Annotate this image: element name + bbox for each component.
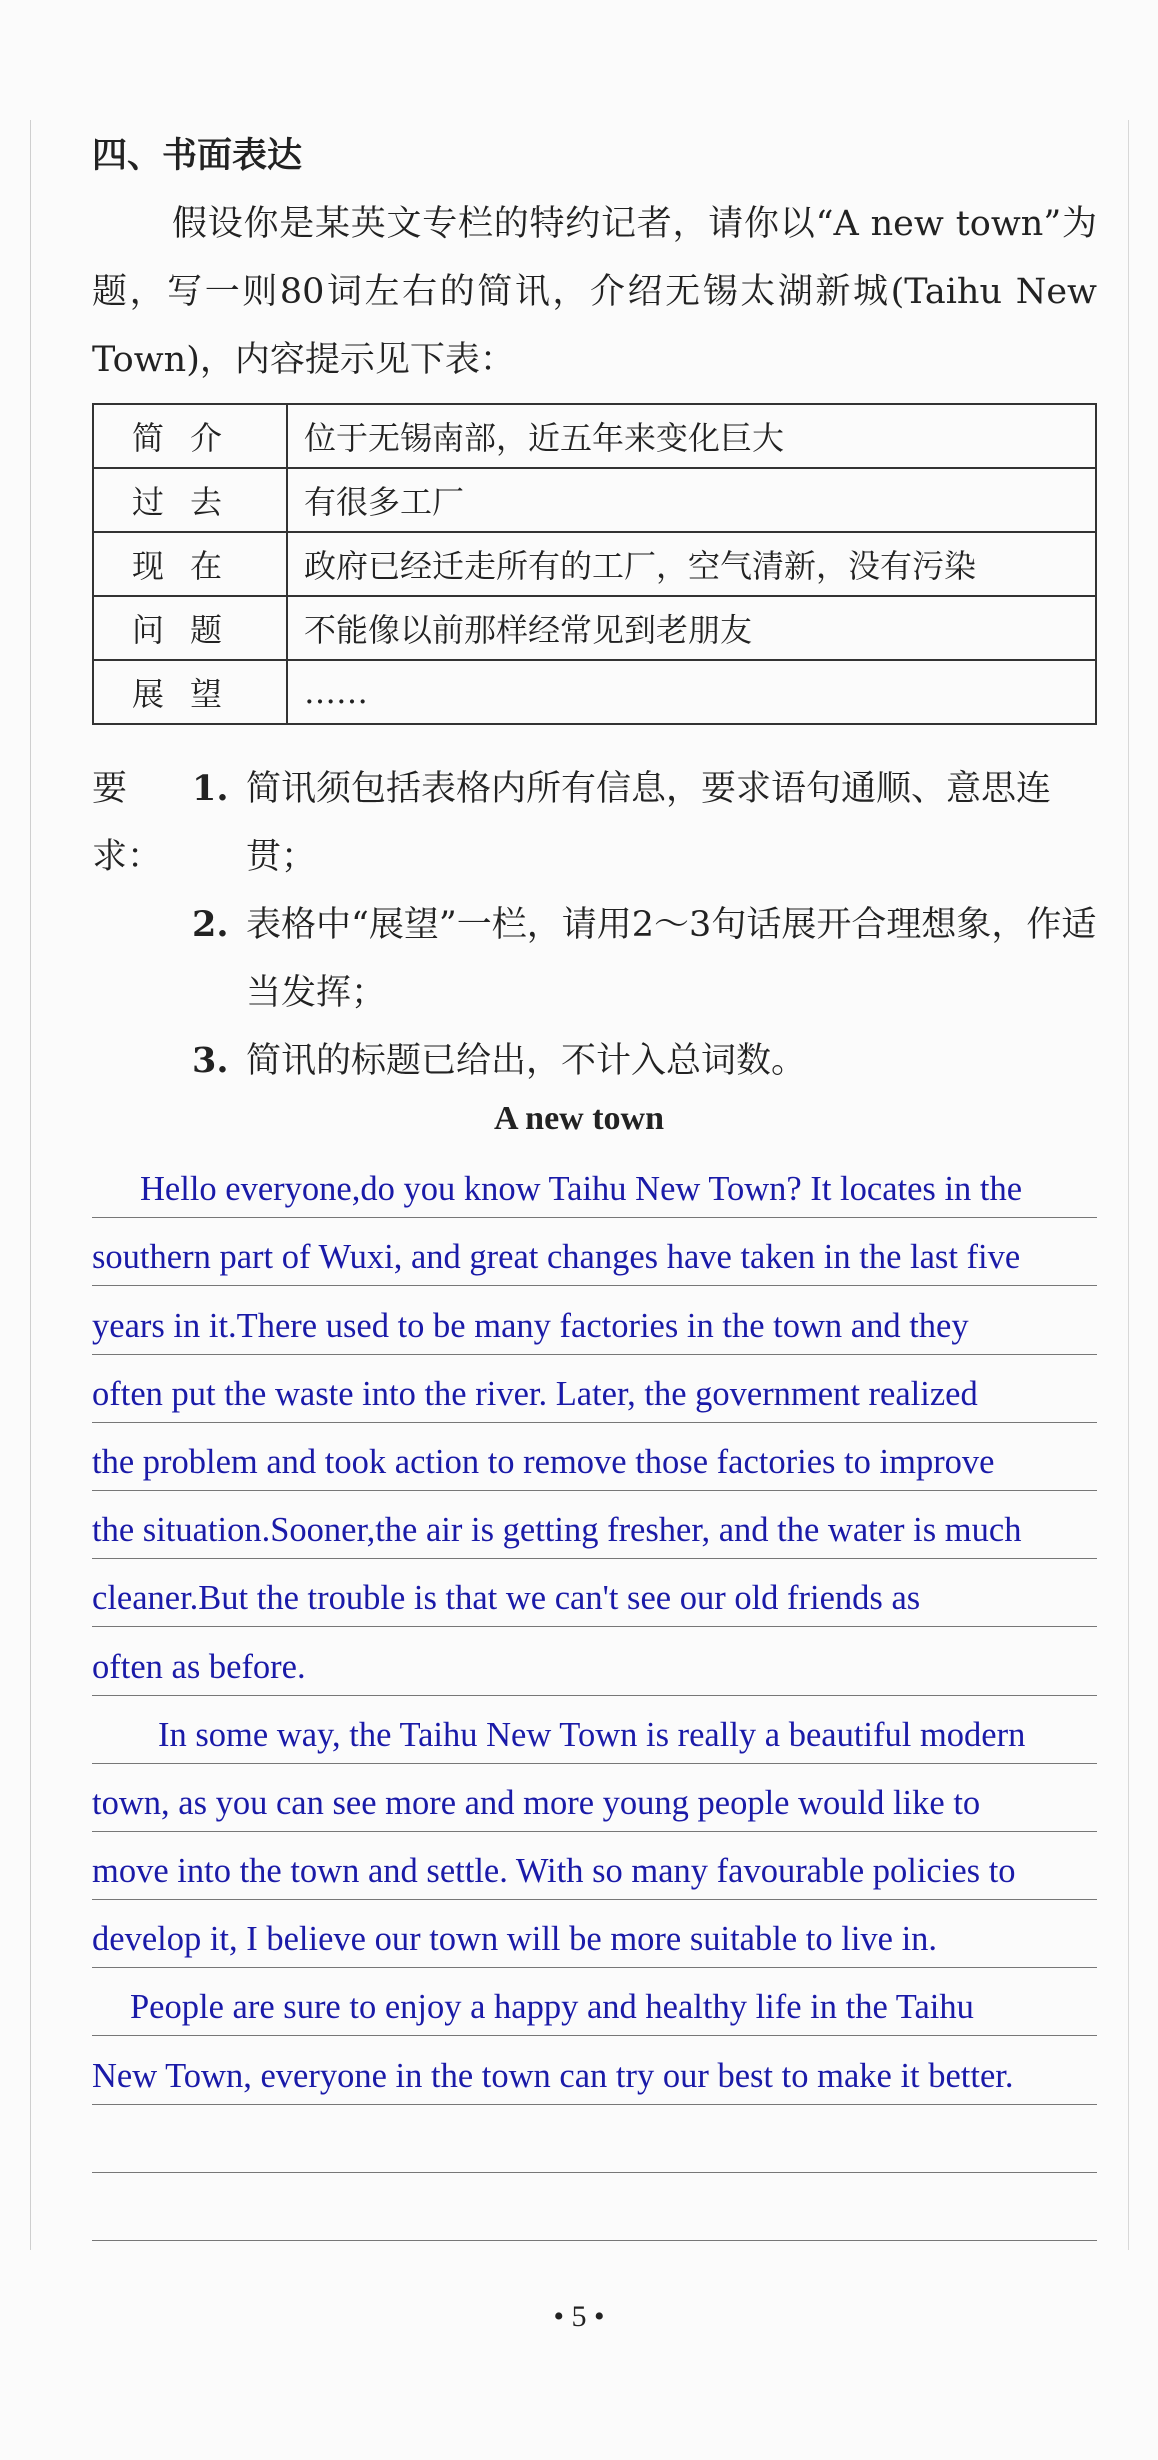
essay-line-text: southern part of Wuxi, and great changes have taken in the last five (92, 1238, 1021, 1277)
writing-line (92, 1355, 1097, 1423)
requirement-text: 简讯的标题已给出，不计入总词数。 (246, 1041, 807, 1081)
essay-line-text: Hello everyone,do you know Taihu New Town? It locates in the (140, 1170, 1023, 1209)
writing-line (92, 1832, 1097, 1900)
writing-line (92, 2173, 1097, 2241)
table-value: 位于无锡南部，近五年来变化巨大 (287, 404, 1096, 468)
page-number: • 5 • (553, 2300, 605, 2333)
page-edge-right (1128, 120, 1129, 2250)
essay-line-text: often put the waste into the river. Later, the government realized (92, 1374, 978, 1413)
requirement-text: 表格中“展望”一栏，请用2～3句话展开合理想象，作适当发挥； (246, 905, 1097, 1013)
essay-line-text: the problem and took action to remove those factories to improve (92, 1442, 995, 1481)
task-instructions: 假设你是某英文专栏的特约记者，请你以“A new town”为题，写一则80词左右的简讯，介绍无锡太湖新城(Taihu New Town)，内容提示见下表： (92, 204, 1097, 380)
writing-line (92, 1900, 1097, 1968)
requirement-number: 3. (192, 1040, 229, 1081)
essay-line-text: the situation.Sooner,the air is getting fresher, and the water is much (92, 1511, 1022, 1550)
requirement-text: 简讯须包括表格内所有信息，要求语句通顺、意思连贯； (246, 769, 1052, 877)
essay-line-text: In some way, the Taihu New Town is really a beautiful modern (158, 1715, 1026, 1754)
writing-line (92, 1559, 1097, 1627)
writing-lines (92, 1150, 1097, 2241)
table-row (93, 660, 1096, 724)
essay-line-text: often as before. (92, 1647, 306, 1686)
table-key: 问题 (93, 596, 287, 660)
table-key: 过去 (93, 468, 287, 532)
table-key: 简介 (93, 404, 287, 468)
essay-line-text: cleaner.But the trouble is that we can't see our old friends as (92, 1579, 921, 1618)
writing-line (92, 1286, 1097, 1354)
table-row (93, 532, 1096, 596)
requirement-number: 2. (192, 904, 229, 945)
writing-line (92, 1423, 1097, 1491)
table-key: 展望 (93, 660, 287, 724)
table-value: …… (287, 660, 1096, 724)
requirement-item (92, 1027, 1102, 1095)
section-title: 四、书面表达 (92, 136, 303, 176)
content-prompt-table (92, 403, 1097, 725)
requirements (92, 755, 1102, 1095)
writing-line (92, 1968, 1097, 2036)
writing-line (92, 1218, 1097, 1286)
writing-line (92, 2105, 1097, 2173)
writing-line (92, 2036, 1097, 2104)
writing-line (92, 1150, 1097, 1218)
essay-line-text: years in it.There used to be many factories in the town and they (92, 1306, 969, 1345)
writing-line (92, 1696, 1097, 1764)
page-edge-left (30, 120, 31, 2250)
table-value: 不能像以前那样经常见到老朋友 (287, 596, 1096, 660)
essay-line-text: town, as you can see more and more young people would like to (92, 1783, 981, 1822)
essay-line-text: People are sure to enjoy a happy and healthy life in the Taihu (130, 1988, 974, 2027)
table-value: 政府已经迁走所有的工厂，空气清新，没有污染 (287, 532, 1096, 596)
table-value: 有很多工厂 (287, 468, 1096, 532)
table-row (93, 468, 1096, 532)
requirements-label: 要求： (92, 769, 163, 877)
essay-line-text: New Town, everyone in the town can try our best to make it better. (92, 2056, 1014, 2095)
table-row (93, 404, 1096, 468)
table-row (93, 596, 1096, 660)
table-key: 现在 (93, 532, 287, 596)
requirement-item (92, 755, 1102, 891)
writing-line (92, 1627, 1097, 1695)
essay-line-text: develop it, I believe our town will be more suitable to live in. (92, 1920, 938, 1959)
writing-line (92, 1764, 1097, 1832)
requirement-number: 1. (192, 768, 229, 809)
essay-line-text: move into the town and settle. With so many favourable policies to (92, 1852, 1016, 1891)
writing-line (92, 1491, 1097, 1559)
essay-title: A new town (493, 1100, 665, 1137)
requirement-item (92, 891, 1102, 1027)
